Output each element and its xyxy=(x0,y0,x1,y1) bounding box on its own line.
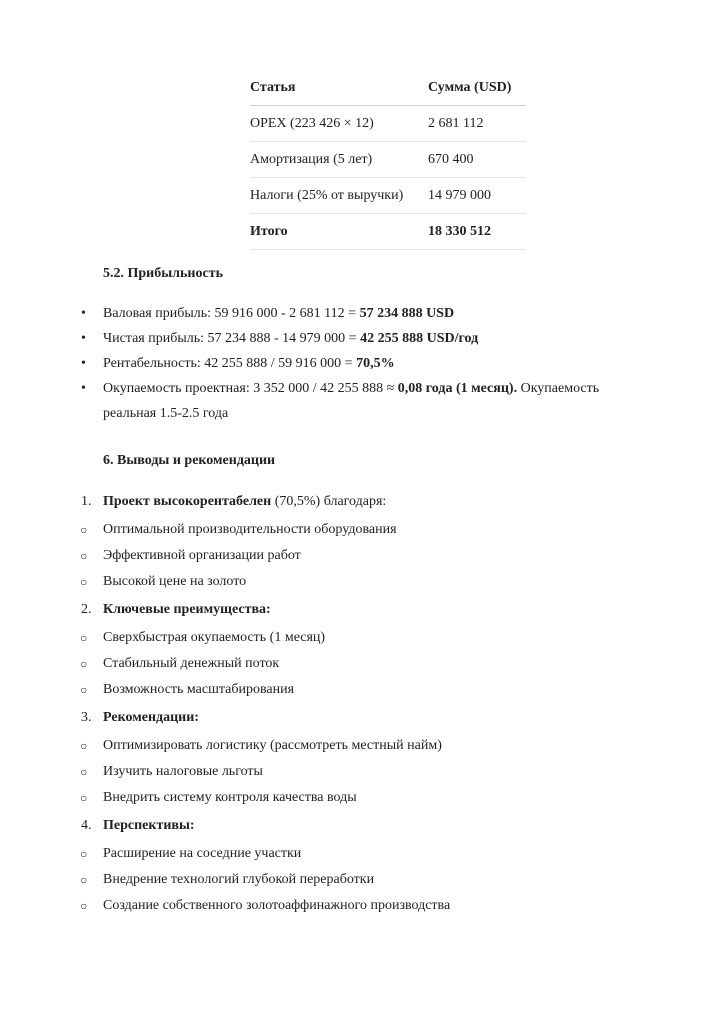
circle-bullet-icon: ○ xyxy=(80,739,88,753)
list-item-text: Рентабельность: 42 255 888 / 59 916 000 = xyxy=(103,356,357,371)
sub-item-text: Стабильный денежный поток xyxy=(103,656,280,671)
table-cell-amount: 670 400 xyxy=(428,142,526,178)
profitability-list xyxy=(0,301,724,426)
circle-bullet-icon: ○ xyxy=(80,683,88,697)
list-item xyxy=(0,301,623,326)
list-item xyxy=(0,351,623,376)
column-header-amount: Сумма (USD) xyxy=(428,71,526,106)
sub-item-text: Изучить налоговые льготы xyxy=(103,764,263,779)
list-item-value: 70,5% xyxy=(356,356,395,371)
sub-item-text: Расширение на соседние участки xyxy=(103,846,302,861)
sub-item-text: Возможность масштабирования xyxy=(103,682,295,697)
table-cell-item: Амортизация (5 лет) xyxy=(250,142,428,178)
numbered-item-title: Перспективы: xyxy=(103,818,195,833)
list-item-text: Окупаемость проектная: 3 352 000 / 42 255 888 ≈ xyxy=(103,381,398,396)
section-heading-conclusions: 6. Выводы и рекомендации xyxy=(103,453,276,468)
sub-item xyxy=(0,841,724,867)
sub-item-text: Эффективной организации работ xyxy=(103,548,301,563)
list-item-value: 0,08 года (1 месяц). xyxy=(397,381,518,396)
numbered-item xyxy=(0,811,724,841)
sub-item-text: Внедрить систему контроля качества воды xyxy=(103,790,357,805)
item-number: 4. xyxy=(81,818,92,833)
sub-item xyxy=(0,625,724,651)
table-cell-amount: 14 979 000 xyxy=(428,178,526,214)
numbered-item-title: Проект высокорентабелен xyxy=(103,494,272,509)
cost-table-wrapper xyxy=(250,71,526,250)
sub-item xyxy=(0,893,724,919)
numbered-item-title: Ключевые преимущества: xyxy=(103,602,271,617)
conclusions-list xyxy=(0,487,724,919)
sub-item-text: Высокой цене на золото xyxy=(103,574,247,589)
table-row xyxy=(250,178,526,214)
sub-item-text: Оптимизировать логистику (рассмотреть местный найм) xyxy=(103,738,442,753)
list-item-text: Чистая прибыль: 57 234 888 - 14 979 000 = xyxy=(103,331,361,346)
circle-bullet-icon: ○ xyxy=(80,765,88,779)
bullet-icon: • xyxy=(81,356,86,371)
numbered-item-tail: (70,5%) благодаря: xyxy=(271,494,387,509)
numbered-item-title: Рекомендации: xyxy=(103,710,199,725)
sub-item-text: Сверхбыстрая окупаемость (1 месяц) xyxy=(103,630,326,645)
bullet-icon: • xyxy=(81,306,86,321)
sub-item-text: Внедрение технологий глубокой переработки xyxy=(103,872,375,887)
circle-bullet-icon: ○ xyxy=(80,631,88,645)
numbered-item xyxy=(0,487,724,517)
list-item xyxy=(0,326,623,351)
table-cell-item: Налоги (25% от выручки) xyxy=(250,178,428,214)
list-item-tail: Окупаемость реальная 1.5-2.5 года xyxy=(103,381,600,421)
circle-bullet-icon: ○ xyxy=(80,899,88,913)
table-header-row xyxy=(250,71,526,106)
list-item-text: Валовая прибыль: 59 916 000 - 2 681 112 = xyxy=(103,306,360,321)
table-cell-item: OPEX (223 426 × 12) xyxy=(250,106,428,142)
total-amount: 18 330 512 xyxy=(428,214,526,250)
numbered-item xyxy=(0,703,724,733)
circle-bullet-icon: ○ xyxy=(80,791,88,805)
sub-item xyxy=(0,677,724,703)
item-number: 1. xyxy=(81,494,92,509)
item-number: 2. xyxy=(81,602,92,617)
table-total-row xyxy=(250,214,526,250)
cost-table xyxy=(250,71,526,250)
table-cell-amount: 2 681 112 xyxy=(428,106,526,142)
list-item-value: 42 255 888 USD/год xyxy=(360,331,479,346)
table-row xyxy=(250,142,526,178)
sub-item-text: Создание собственного золотоаффинажного производства xyxy=(103,898,451,913)
list-item xyxy=(0,376,623,426)
column-header-item: Статья xyxy=(250,71,428,106)
circle-bullet-icon: ○ xyxy=(80,847,88,861)
item-number: 3. xyxy=(81,710,92,725)
numbered-item xyxy=(0,595,724,625)
list-item-value: 57 234 888 USD xyxy=(359,306,455,321)
table-row xyxy=(250,106,526,142)
bullet-icon: • xyxy=(81,331,86,346)
circle-bullet-icon: ○ xyxy=(80,873,88,887)
circle-bullet-icon: ○ xyxy=(80,549,88,563)
circle-bullet-icon: ○ xyxy=(80,523,88,537)
sub-item xyxy=(0,785,724,811)
section-heading-profitability: 5.2. Прибыльность xyxy=(103,266,223,281)
sub-item-text: Оптимальной производительности оборудования xyxy=(103,522,397,537)
circle-bullet-icon: ○ xyxy=(80,575,88,589)
sub-item xyxy=(0,543,724,569)
circle-bullet-icon: ○ xyxy=(80,657,88,671)
sub-item xyxy=(0,867,724,893)
sub-item xyxy=(0,517,724,543)
bullet-icon: • xyxy=(81,381,86,396)
sub-item xyxy=(0,651,724,677)
sub-item xyxy=(0,569,724,595)
total-label: Итого xyxy=(250,214,428,250)
sub-item xyxy=(0,759,724,785)
sub-item xyxy=(0,733,724,759)
